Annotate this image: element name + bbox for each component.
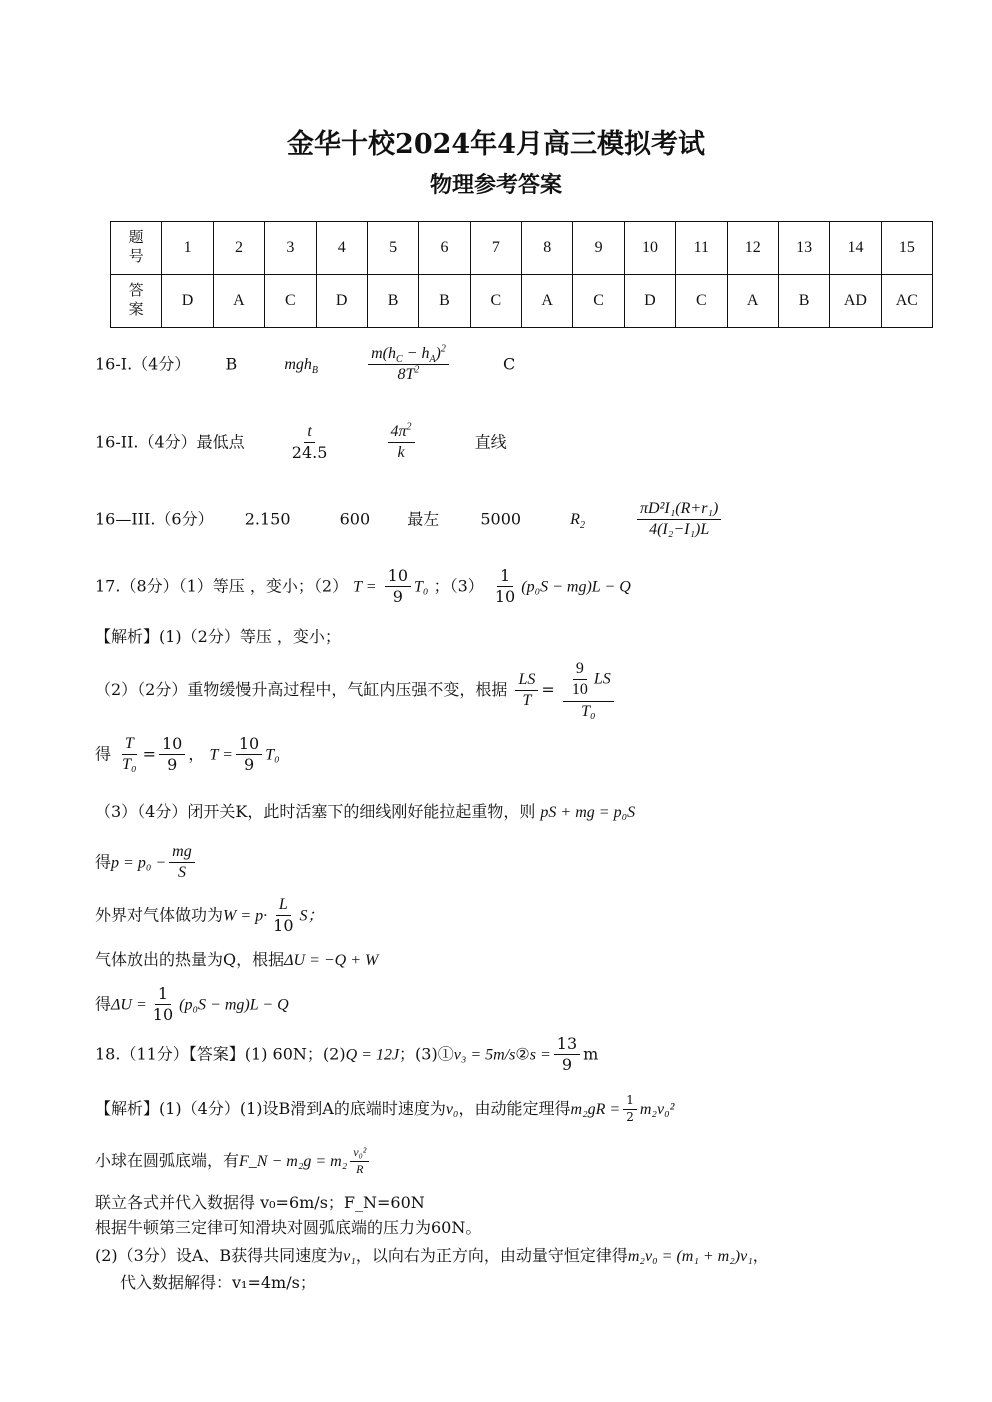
table-header-cell: 题 号: [111, 222, 162, 275]
q18-analysis-2: 小球在圆弧底端，有F_N − m₂g = m₂ $\frac{\text{v₀²}}{R}$: [95, 1146, 372, 1177]
table-cell: 11: [676, 222, 727, 275]
fraction: $\frac{10}{9}$: [159, 735, 185, 775]
fraction: $\frac{t}{24.5}$: [291, 423, 328, 463]
table-cell: D: [162, 275, 213, 328]
table-cell: 6: [419, 222, 470, 275]
fraction: $\frac{L}{10}$: [273, 896, 294, 936]
q17-analysis-8: 得ΔU = $\frac{1}{10}$ (p₀S − mg)L − Q: [95, 984, 289, 1025]
table-cell: 4: [316, 222, 367, 275]
table-cell: 14: [830, 222, 881, 275]
table-header-cell: 答 案: [111, 275, 162, 328]
fraction: $\frac{1}{2}$: [623, 1094, 637, 1125]
table-cell: A: [213, 275, 264, 328]
fraction: $\frac{9}{10}$ LS T₀: [563, 660, 614, 721]
table-cell: 5: [367, 222, 418, 275]
fraction: $\frac{1}{10}$: [494, 566, 516, 607]
table-cell: 9: [573, 222, 624, 275]
table-row: [111, 222, 933, 275]
table-cell: 2: [213, 222, 264, 275]
q16-2-line: 16-II.（4分）最低点 $\frac{t}{24.5}$ $\frac{4\pi^2}{k}$ 直线: [95, 421, 507, 463]
table-cell: 12: [727, 222, 778, 275]
fraction: $\frac{10}{9}$: [236, 735, 262, 775]
table-cell: A: [522, 275, 573, 328]
q17-analysis-7: 气体放出的热量为Q，根据ΔU = −Q + W: [95, 950, 379, 969]
q18-analysis-6: 代入数据解得：v₁=4m/s；: [120, 1273, 316, 1292]
table-cell: A: [727, 275, 778, 328]
fraction: $\frac{4\pi^2}{k}$: [388, 423, 415, 463]
q17-analysis-4: （3）（4分）闭开关K，此时活塞下的细线刚好能拉起重物，则 pS + mg = p₀S: [95, 802, 636, 821]
q18-analysis-4: 根据牛顿第三定律可知滑块对圆弧底端的压力为60N。: [95, 1218, 482, 1237]
fraction: $\frac{\text{πD²I₁(R+r₁)}}{\text{4(I₂−I₁)L}}$: [637, 500, 721, 540]
q17-analysis-1: 【解析】(1)（2分）等压 ，变小；: [95, 627, 341, 646]
table-cell: 7: [470, 222, 521, 275]
table-cell: C: [265, 275, 316, 328]
q16-1-line: 16-I.（4分） B mgh$_B$ $\frac{m(h_C - h_A)^2}{8T^2}$ C: [95, 343, 516, 384]
q16-3-line: 16—III.（6分） 2.150 600 最左 5000 $R_2$ $\frac{\text{πD²I₁(R+r₁)}}{\text{4(I₂−I₁)L}}$: [95, 500, 724, 540]
page-title: 金华十校2024年4月高三模拟考试: [287, 129, 705, 160]
table-cell: C: [676, 275, 727, 328]
table-cell: D: [624, 275, 675, 328]
fraction: $\frac{mg}{S}$: [169, 843, 195, 883]
table-cell: C: [573, 275, 624, 328]
table-cell: 1: [162, 222, 213, 275]
table-cell: B: [778, 275, 829, 328]
fraction: $\frac{10}{9}$: [385, 567, 411, 607]
q17-analysis-3: 得 $\frac{T}{\text{T₀}}$ = $\frac{10}{9}$ ， T = $\frac{10}{9}$ T₀: [95, 734, 280, 775]
table-cell: D: [316, 275, 367, 328]
page-subtitle: 物理参考答案: [429, 172, 562, 198]
fraction: $\frac{T}{\text{T₀}}$: [122, 735, 137, 774]
table-cell: AC: [881, 275, 932, 328]
table-cell: 10: [624, 222, 675, 275]
fraction: $\frac{\text{v₀²}}{R}$: [350, 1146, 369, 1177]
table-cell: 13: [778, 222, 829, 275]
answer-table: [110, 221, 933, 328]
table-cell: 3: [265, 222, 316, 275]
table-cell: B: [367, 275, 418, 328]
table-cell: C: [470, 275, 521, 328]
table-cell: AD: [830, 275, 881, 328]
q18-analysis-5: (2)（3分）设A、B获得共同速度为v₁，以向右为正方向，由动量守恒定律得m₂v₀ = (m₁ + m₂)v₁，: [95, 1246, 769, 1265]
q17-summary: 17.（8分）（1）等压 ，变小；（2） T = $\frac{10}{9}$ T₀ ；（3） $\frac{1}{10}$ (p₀S − mg)L − Q: [95, 566, 631, 607]
table-cell: B: [419, 275, 470, 328]
fraction: $\frac{13}{9}$: [554, 1035, 580, 1075]
q18-analysis-3: 联立各式并代入数据得 v₀=6m/s；F_N=60N: [95, 1193, 425, 1212]
q17-analysis-6: 外界对气体做功为W = p· $\frac{L}{10}$ S；: [95, 896, 324, 936]
q18-summary: 18.（11分）【答案】(1) 60N；(2)Q = 12J；(3)①v₃ = 5m/s②s = $\frac{13}{9}$ m: [95, 1034, 599, 1075]
q18-analysis-1: 【解析】(1)（4分）(1)设B滑到A的底端时速度为v₀，由动能定理得m₂gR = $\frac{1}{2}$ m₂v₀²: [95, 1093, 675, 1124]
table-cell: 8: [522, 222, 573, 275]
q17-analysis-2: （2）（2分）重物缓慢升高过程中，气缸内压强不变，根据 $\frac{LS}{T}$ = $\frac{9}{10}$ LS T₀: [95, 660, 617, 721]
q17-analysis-5: 得p = p₀ − $\frac{mg}{S}$: [95, 843, 198, 883]
fraction: $\frac{LS}{T}$: [515, 671, 538, 711]
table-row: [111, 275, 933, 328]
fraction: $\frac{1}{10}$: [152, 984, 174, 1025]
table-cell: 15: [881, 222, 932, 275]
fraction: $\frac{m(h_C - h_A)^2}{8T^2}$: [368, 345, 449, 385]
